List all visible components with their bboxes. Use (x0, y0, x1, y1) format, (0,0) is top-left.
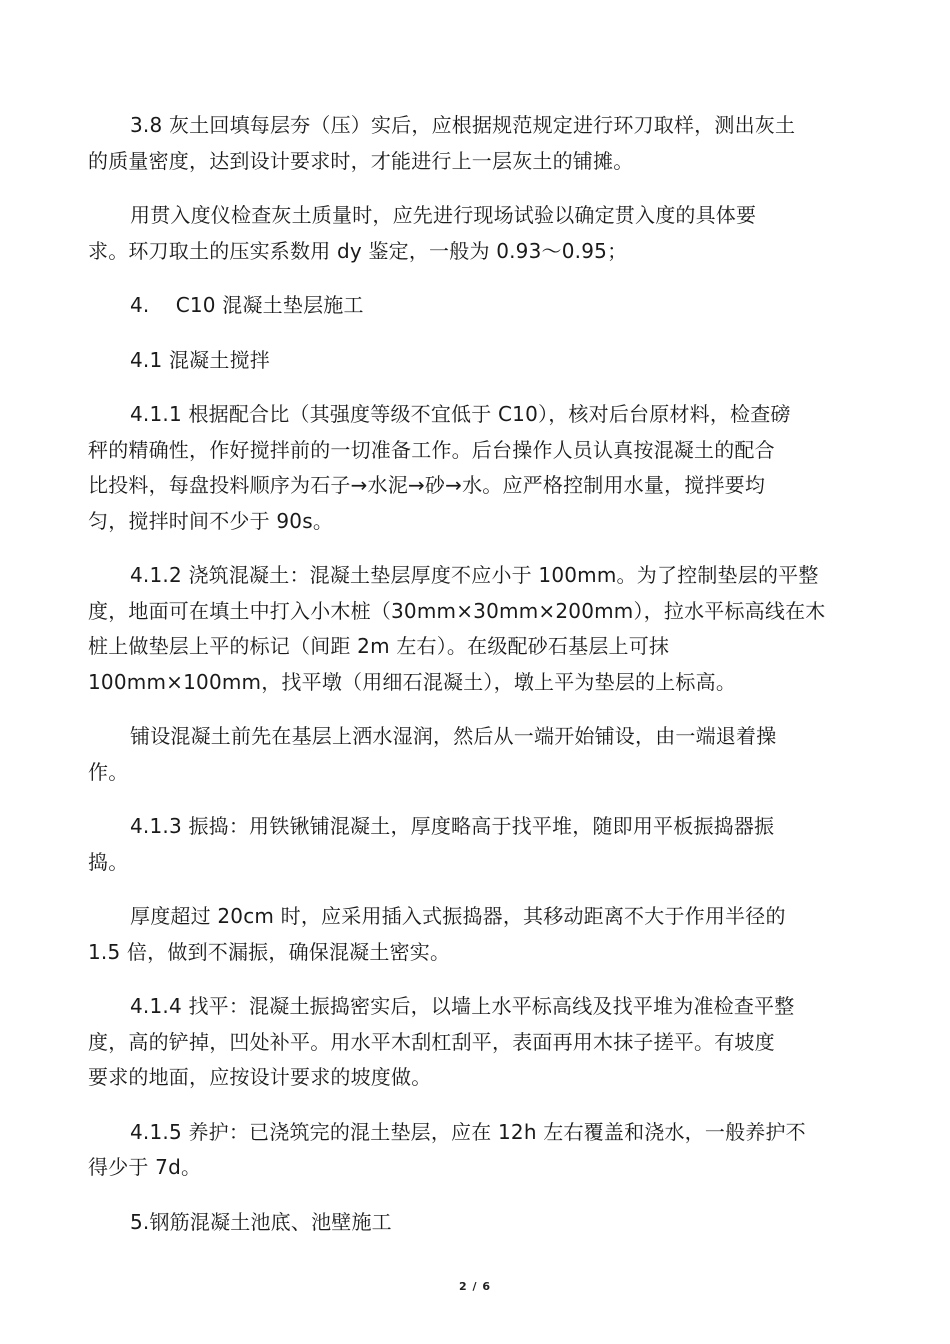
text-line: 铺设混凝土前先在基层上洒水湿润，然后从一端开始铺设，由一端退着操 (130, 724, 777, 748)
section-heading-4-1 (88, 343, 863, 379)
text-line: 厚度超过 20cm 时，应采用插入式振捣器，其移动距离不大于作用半径的 (130, 904, 786, 928)
paragraph-4-1-1 (88, 397, 863, 539)
paragraph-4-1-5 (88, 1115, 863, 1186)
text-line: 匀，搅拌时间不少于 90s。 (88, 508, 334, 533)
text-line: 3.8 灰土回填每层夯（压）实后，应根据规范规定进行环刀取样，测出灰土 (130, 113, 796, 137)
page-number: 2 / 6 (459, 1280, 491, 1293)
text-line: 100mm×100mm，找平墩（用细石混凝土），墩上平为垫层的上标高。 (88, 669, 737, 694)
text-line: 度，地面可在填土中打入小木桩（30mm×30mm×200mm），拉水平标高线在木 (88, 598, 826, 623)
text-line: 秤的精确性，作好搅拌前的一切准备工作。后台操作人员认真按混凝土的配合 (88, 437, 775, 462)
text-line: 作。 (88, 759, 129, 784)
paragraph-4-1-4 (88, 989, 863, 1096)
text-line: 1.5 倍，做到不漏振，确保混凝土密实。 (88, 939, 451, 964)
heading-text: 4. C10 混凝土垫层施工 (130, 293, 364, 317)
heading-text: 5.钢筋混凝土池底、池壁施工 (130, 1209, 392, 1234)
text-line: 的质量密度，达到设计要求时，才能进行上一层灰土的铺摊。 (88, 148, 634, 173)
text-line: 4.1.3 振捣：用铁锹铺混凝土，厚度略高于找平堆，随即用平板振捣器振 (130, 814, 775, 838)
heading-text: 4.1 混凝土搅拌 (130, 347, 270, 372)
text-line: 比投料，每盘投料顺序为石子→水泥→砂→水。应严格控制用水量，搅拌要均 (88, 473, 766, 497)
text-line: 4.1.5 养护：已浇筑完的混土垫层，应在 12h 左右覆盖和浇水，一般养护不 (130, 1119, 806, 1144)
document-body (88, 108, 863, 1259)
text-line: 桩上做垫层上平的标记（间距 2m 左右）。在级配砂石基层上可抹 (88, 634, 670, 658)
text-line: 求。环刀取土的压实系数用 dy 鉴定，一般为 0.93～0.95； (88, 238, 628, 263)
paragraph-paving (88, 719, 863, 790)
text-line: 4.1.4 找平：混凝土振捣密实后，以墙上水平标高线及找平堆为准检查平整 (130, 994, 795, 1018)
text-line: 用贯入度仪检查灰土质量时，应先进行现场试验以确定贯入度的具体要 (130, 203, 757, 227)
section-heading-5 (88, 1205, 863, 1241)
paragraph-4-1-2 (88, 558, 863, 700)
text-line: 要求的地面，应按设计要求的坡度做。 (88, 1065, 432, 1089)
text-line: 得少于 7d。 (88, 1155, 202, 1179)
text-line: 捣。 (88, 849, 129, 874)
paragraph-penetration-test (88, 198, 863, 269)
paragraph-3-8 (88, 108, 863, 179)
text-line: 度，高的铲掉，凹处补平。用水平木刮杠刮平，表面再用木抹子搓平。有坡度 (88, 1029, 775, 1054)
text-line: 4.1.1 根据配合比（其强度等级不宜低于 C10），核对后台原材料，检查磅 (130, 402, 791, 426)
section-heading-4 (88, 288, 863, 324)
paragraph-thickness (88, 899, 863, 970)
paragraph-4-1-3 (88, 809, 863, 880)
text-line: 4.1.2 浇筑混凝土：混凝土垫层厚度不应小于 100mm。为了控制垫层的平整 (130, 563, 819, 587)
